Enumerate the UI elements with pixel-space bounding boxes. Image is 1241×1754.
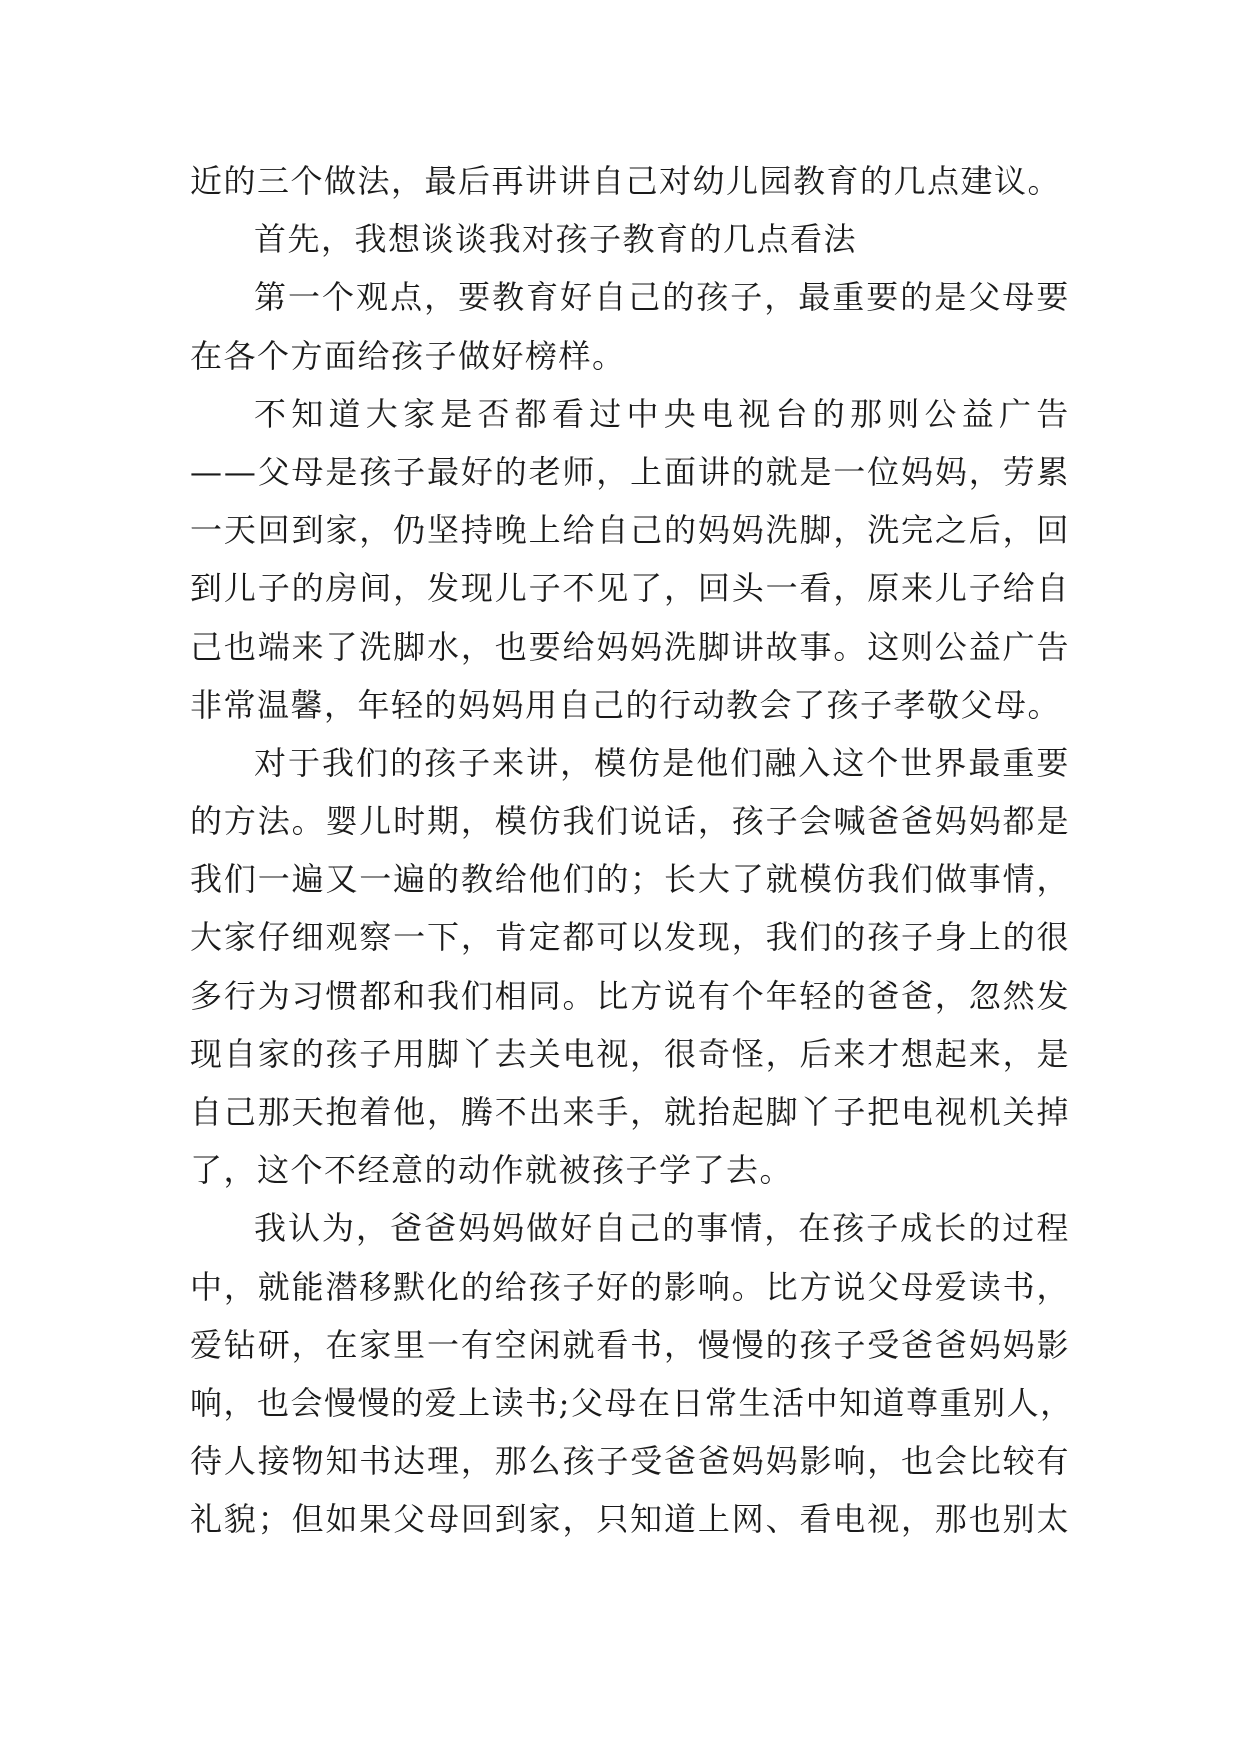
text-line: 大 家 仔 细 观 察 一 下 ， 肯 定 都 可 以 发 现 ， 我 们 的 孩 子 身 上 的 很	[190, 918, 1070, 957]
text-line: 非常温馨，年轻的妈妈用自己的行动教会了孩子孝敬父母。	[190, 685, 1062, 724]
text-line: 一 天 回 到 家 ， 仍 坚 持 晚 上 给 自 己 的 妈 妈 洗 脚 ， 洗 完 之 后 ， 回	[190, 511, 1070, 550]
text-line: 自 己 那 天 抱 着 他 ， 腾 不 出 来 手 ， 就 抬 起 脚 丫 子 把 电 视 机 关 掉	[190, 1093, 1070, 1131]
text-line: 到 儿 子 的 房 间 ， 发 现 儿 子 不 见 了 ， 回 头 一 看 ， 原 来 儿 子 给 自	[190, 569, 1070, 608]
text-line: 第 一 个 观 点 ， 要 教 育 好 自 己 的 孩 子 ， 最 重 要 的 是 父 母 要	[254, 278, 1070, 317]
text-line: 对 于 我 们 的 孩 子 来 讲 ， 模 仿 是 他 们 融 入 这 个 世 界 最 重 要	[254, 743, 1070, 782]
text-line: 响 ， 也 会 慢 慢 的 爱 上 读 书 ; 父 母 在 日 常 生 活 中 知 道 尊 重 别 人 ，	[190, 1383, 1074, 1422]
text-line: 多 行 为 习 惯 都 和 我 们 相 同 。 比 方 说 有 个 年 轻 的 爸 爸 ， 忽 然 发	[190, 976, 1070, 1015]
text-line: 现 自 家 的 孩 子 用 脚 丫 去 关 电 视 ， 很 奇 怪 ， 后 来 才 想 起 来 ， 是	[190, 1034, 1070, 1073]
text-line: 的 方 法 。 婴 儿 时 期 ， 模 仿 我 们 说 话 ， 孩 子 会 喊 爸 爸 妈 妈 都 是	[190, 802, 1070, 841]
text-line: 礼 貌 ； 但 如 果 父 母 回 到 家 ， 只 知 道 上 网 、 看 电 视 ， 那 也 别 太	[190, 1500, 1070, 1539]
text-line: — — 父 母 是 孩 子 最 好 的 老 师 ， 上 面 讲 的 就 是 一 位 妈 妈 ， 劳 累	[190, 452, 1070, 491]
text-line: 爱 钻 研 ， 在 家 里 一 有 空 闲 就 看 书 ， 慢 慢 的 孩 子 受 爸 爸 妈 妈 影	[190, 1325, 1070, 1364]
text-line: 中 ， 就 能 潜 移 默 化 的 给 孩 子 好 的 影 响 。 比 方 说 父 母 爱 读 书 ，	[190, 1267, 1070, 1306]
text-line: 近的三个做法，最后再讲讲自己对幼儿园教育的几点建议。	[190, 162, 1062, 200]
text-line: 不 知 道 大 家 是 否 都 看 过 中 央 电 视 台 的 那 则 公 益 广 告	[254, 394, 1070, 433]
text-line: 首先，我想谈谈我对孩子教育的几点看法	[254, 220, 858, 259]
text-line: 待 人 接 物 知 书 达 理 ， 那 么 孩 子 受 爸 爸 妈 妈 影 响 ， 也 会 比 较 有	[190, 1442, 1070, 1481]
text-line: 了，这个不经意的动作就被孩子学了去。	[190, 1151, 794, 1190]
text-line: 我 们 一 遍 又 一 遍 的 教 给 他 们 的 ； 长 大 了 就 模 仿 我 们 做 事 情 ，	[190, 860, 1070, 899]
document-body	[190, 152, 1074, 1549]
text-line: 己 也 端 来 了 洗 脚 水 ， 也 要 给 妈 妈 洗 脚 讲 故 事 。 这 则 公 益 广 告	[190, 627, 1070, 666]
text-line: 在各个方面给孩子做好榜样。	[190, 336, 626, 375]
text-line: 我 认 为 ， 爸 爸 妈 妈 做 好 自 己 的 事 情 ， 在 孩 子 成 长 的 过 程	[254, 1209, 1070, 1248]
